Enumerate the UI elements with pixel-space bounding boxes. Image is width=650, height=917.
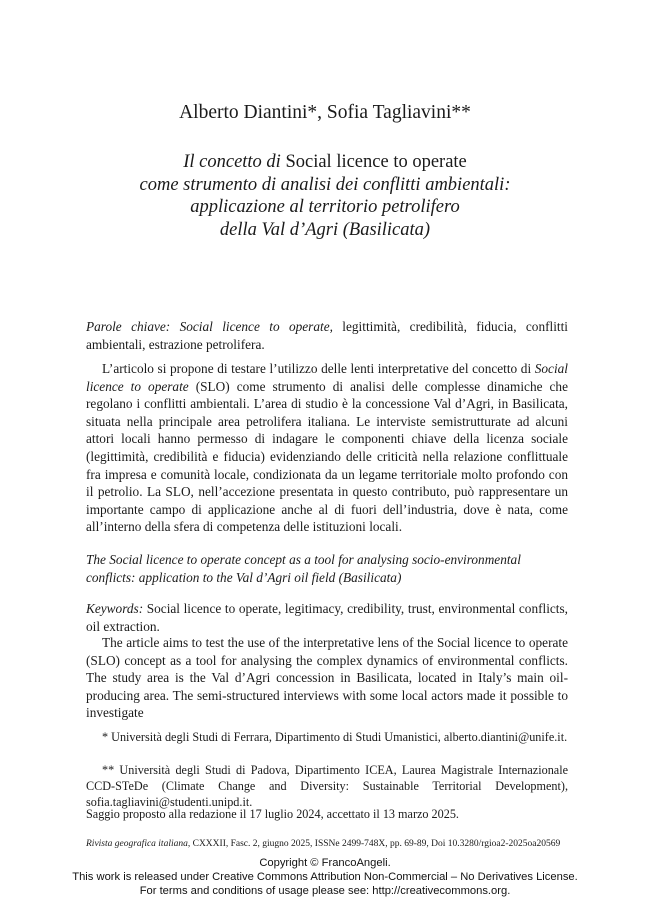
license-terms-line: For terms and conditions of usage please see: http://creativecommons.org.: [139, 885, 511, 897]
english-keywords-list: Social licence to operate, legitimacy, credibility, trust, environmental conflicts, oil extraction.: [86, 601, 568, 634]
title-line-1-prefix: Il concetto di: [183, 152, 286, 172]
italian-keywords-list: legittimità, credibilità, fiducia, conflitti ambientali, estrazione petrolifera.: [86, 319, 568, 352]
title-line-4: della Val d’Agri (Basilicata): [219, 219, 431, 240]
footnote-1: * Università degli Studi di Ferrara, Dipartimento di Studi Umanistici, alberto.diantini@unife.it.: [102, 730, 568, 744]
italian-abstract-part-a: L’articolo si propone di testare l’utilizzo delle lenti interpretative del concetto di: [102, 361, 535, 376]
italian-abstract-part-b: (SLO) come strumento di analisi delle complesse dinamiche che regolano i conflitti ambientali. L’area di studio è la concessione Val d’Agri, in Basilicata, situata nella principale area petrolifera italiana. Le interviste semistrutturate ad alcuni attori locali hanno permesso di indagare le componenti chiave della licenza sociale (legittimità, credibilità e fiducia) evidenziando delle criticità nella relazione conflittuale fra impresa e comunità locale, condizionata da un legame territoriale molto profondo con il petrolio. La SLO, nell’accezione presentata in questo contributo, può rappresentare un importante campo di applicazione anche al di fuori dell’industria, dove è nata, come all’interno della sfera di competenza delle istituzioni locali.: [86, 378, 568, 535]
title-line-2: come strumento di analisi dei conflitti ambientali:: [139, 174, 511, 195]
italian-keywords-label: Parole chiave:: [86, 319, 171, 334]
english-keywords-label: Keywords:: [86, 601, 144, 616]
title-line-1-term: Social licence to operate: [285, 152, 467, 172]
english-title: The Social licence to operate concept as a tool for analysing socio-environmental conflicts: application to the Val d’Agri oil field (Basilicata): [86, 552, 521, 585]
italian-keywords: [86, 318, 568, 353]
journal-details: , CXXXII, Fasc. 2, giugno 2025, ISSNe 2499-748X, pp. 69-89, Doi 10.3280/rgioa2-2025oa20569: [187, 839, 561, 849]
italian-keywords-term: Social licence to operate,: [170, 319, 333, 334]
english-keywords: [86, 600, 568, 635]
copyright-line: Copyright © FrancoAngeli.: [259, 857, 391, 869]
license-line: This work is released under Creative Commons Attribution Non-Commercial – No Derivatives License.: [72, 871, 578, 883]
title-line-1: [60, 151, 590, 174]
italian-abstract-term: Social licence to operate: [86, 361, 568, 394]
footnote-2: ** Università degli Studi di Padova, Dipartimento ICEA, Laurea Magistrale Internazionale CCD-STeDe (Climate Change and Diversity: Sustainable Territorial Development), sofia.tagliavini@studenti.unipd.it.: [86, 763, 568, 809]
italian-abstract: [86, 360, 568, 536]
journal-name: Rivista geografica italiana: [86, 839, 188, 849]
journal-citation: [86, 839, 568, 849]
received-note: Saggio proposto alla redazione il 17 luglio 2024, accettato il 13 marzo 2025.: [86, 807, 459, 821]
article-title: [60, 151, 590, 241]
title-line-3: applicazione al territorio petrolifero: [190, 197, 460, 217]
english-abstract: The article aims to test the use of the interpretative lens of the Social licence to operate (SLO) concept as a tool for analysing the complex dynamics of environmental conflicts. The study area is the Val d’Agri concession in Basilicata, located in Italy’s main oil-producing area. The semi-structured interviews with some local actors made it possible to investigate: [86, 635, 568, 721]
authors: Alberto Diantini*, Sofia Tagliavini**: [179, 102, 471, 123]
